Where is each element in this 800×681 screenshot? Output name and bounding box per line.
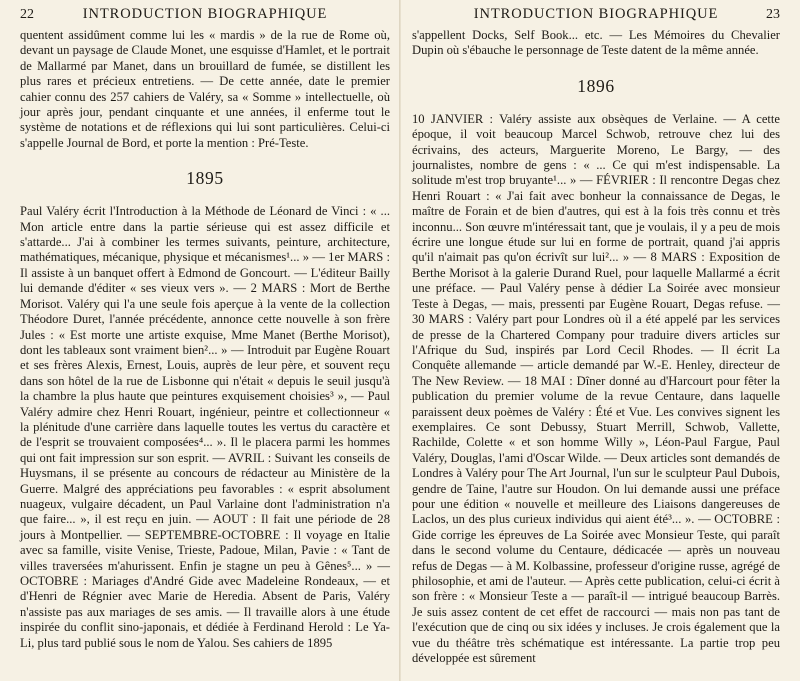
left-page-body — [20, 28, 390, 651]
left-main-paragraph: Paul Valéry écrit l'Introduction à la Méthode de Léonard de Vinci : « ... Mon article entre dans la partie sérieuse qui est assez difficile et s'attarde... J'ai à combiner les termes suivants, peinture, architecture, mathématiques, mécanique, physique et mécanismes¹... » — 1er MARS : Il assiste à un banquet offert à Edmond de Goncourt. — L'éditeur Bailly lui demande d'éditer « ses vieux vers ». — 2 MARS : Mort de Berthe Morisot. Valéry qui l'a une seule fois aperçue à la vente de la collection Théodore Duret, l'année précédente, annonce cette nouvelle à son frère Jules : « Est morte une artiste exquise, Mme Manet (Berthe Morisot), dont les tableaux sont vraiment bien²... » — Introduit par Eugène Rouart et ses frères Alexis, Ernest, Louis, auprès de leur père, et souvent reçu dans son hôtel de la rue de Lisbonne qui n'était « depuis le seuil jusqu'à la chambre la plus haute que peintures exquisement choisies³ », — Paul Valéry admire chez Henri Rouart, ingénieur, peintre et collectionneur « la plénitude d'une carrière dans laquelle toutes les vertus du caractère et de l'esprit se trouvaient composées⁴... ». Il le placera parmi les hommes qui ont fait impression sur son esprit. — AVRIL : Suivant les conseils de Huysmans, il se présente au concours de rédacteur au Ministère de la Guerre. Malgré des appréciations peu favorables : « esprit absolument nuageux, vulgaire décadent, un Paul Varlaine dont l'administration n'a que faire... », il est reçu en juin. — AOUT : Il fait une période de 28 jours à Montpellier. — SEPTEMBRE-OCTOBRE : Il voyage en Italie avec sa famille, visite Venise, Trieste, Padoue, Milan, Pavie : « Tant de villes traversées m'ahurissent. Enfin je stagne un peu à Gênes⁵... » — OCTOBRE : Mariages d'André Gide avec Madeleine Rondeaux, — et d'Henri de Régnier avec Marie de Heredia. Absent de Paris, Valéry n'assiste pas aux mariages de ses amis. — Il travaille alors à une étude inspirée du conflit sino-japonais, et dédiée à Ferdinand Herold : Le Ya-Li, plus tard publié sous le nom de Yalou. Ses cahiers de 1895 — [20, 204, 390, 650]
right-main-paragraph: 10 JANVIER : Valéry assiste aux obsèques de Verlaine. — A cette époque, il voit beaucoup Marcel Schwob, retrouve chez lui des écrivains, des acteurs, Marguerite Moreno, Le Bargy, — des journalistes, nombre de gens : « ... Ce qui m'est indispensable. La solitude m'est trop bruyante¹... » — FÉVRIER : Il rencontre Degas chez Henri Rouart : « J'ai fait avec bonheur la connaissance de Degas, le maître de Forain et de bien d'autres, qui est à la fois très connu et très inconnu... Son œuvre m'intéressait tant, que je voulais, il y a peu de mois écrire une longue étude sur lui en forme de portrait, quand j'ai appris qu'il n'aimait pas qu'on écrivît sur lui²... » — 8 MARS : Exposition de Berthe Morisot à la galerie Durand Ruel, pour laquelle Mallarmé a écrit une préface. — Paul Valéry pense à dédier La Soirée avec monsieur Teste à Degas, — mais, pressenti par Eugène Rouart, Degas refuse. — 30 MARS : Valéry part pour Londres où il a été appelé par les services de presse de la Chartered Company pour traduire divers articles sur l'Afrique du Sud, inspirés par Lord Cecil Rhodes. — Il écrit La Conquête allemande — article demandé par W.-E. Henley, directeur de The New Review. — 18 MAI : Dîner donné au d'Harcourt pour fêter la publication du premier volume de la revue Centaure, dans laquelle paraissent deux poèmes de Valéry : Été et Vue. Les convives signent les exemplaires. Ce sont Debussy, Stuart Merrill, Schwob, Vallette, Rachilde, Colette « et son homme Willy », Léon-Paul Fargue, Paul Valéry, Douglas, l'ami d'Oscar Wilde. — Deux articles sont demandés de Londres à Valéry pour The Art Journal, l'un sur le sculpteur Paul Dubois, gendre de Taine, l'autre sur Houdon. On lui demande aussi une préface pour une édition « nouvelle et meilleure des Liaisons dangereuses de Laclos, un des plus curieux individus qui aient été³... ». — OCTOBRE : Gide corrige les épreuves de La Soirée avec Monsieur Teste, qui paraît dans le second volume du Centaure, dédicacée — après un nouveau refus de Degas — à M. Kolbassine, professeur d'origine russe, agrégé de philosophie, et ami de l'auteur. — Après cette publication, celui-ci écrit à son frère : « Monsieur Teste a — paraît-il — intrigué beaucoup Barrès. Je suis assez content de cet effet de raccourci — mais non pas tant de l'exécution que de cinq ou six idées y incluses. Je crois également que la vue du théâtre très schématique est intéressante. La partie trop peu développée est sûrement — [412, 111, 780, 666]
right-page-body — [412, 28, 780, 666]
left-running-head: INTRODUCTION BIOGRAPHIQUE — [82, 6, 328, 22]
year-heading-1896: 1896 — [577, 75, 615, 96]
right-continuation-paragraph: s'appellent Docks, Self Book... etc. — Les Mémoires du Chevalier Dupin où s'ébauche le personnage de Teste datent de la même année. — [412, 28, 780, 58]
left-continuation-paragraph: quentent assidûment comme lui les « mardis » de la rue de Rome où, devant un paysage de Claude Monet, une esquisse d'Hamlet, et le portrait de Mallarmé par Manet, dans un brouillard de fumée, se distillent les plus rares et précieux entretiens. — De cette année, date le premier cahier connu des 257 cahiers de Valéry, sa « Somme » intellectuelle, où jour après jour, pendant cinquante et une années, il enferme tout le système de notations et de réflexions qui lui sont particulières. Celui-ci s'appelle Journal de Bord, et porte la mention : Pré-Teste. — [20, 28, 390, 150]
right-running-header — [412, 6, 780, 28]
right-running-head: INTRODUCTION BIOGRAPHIQUE — [473, 6, 719, 22]
right-page-number: 23 — [765, 7, 780, 22]
right-page — [400, 0, 800, 681]
year-heading-1895: 1895 — [186, 168, 224, 189]
left-running-header — [20, 6, 390, 28]
left-page-number: 22 — [20, 7, 34, 22]
